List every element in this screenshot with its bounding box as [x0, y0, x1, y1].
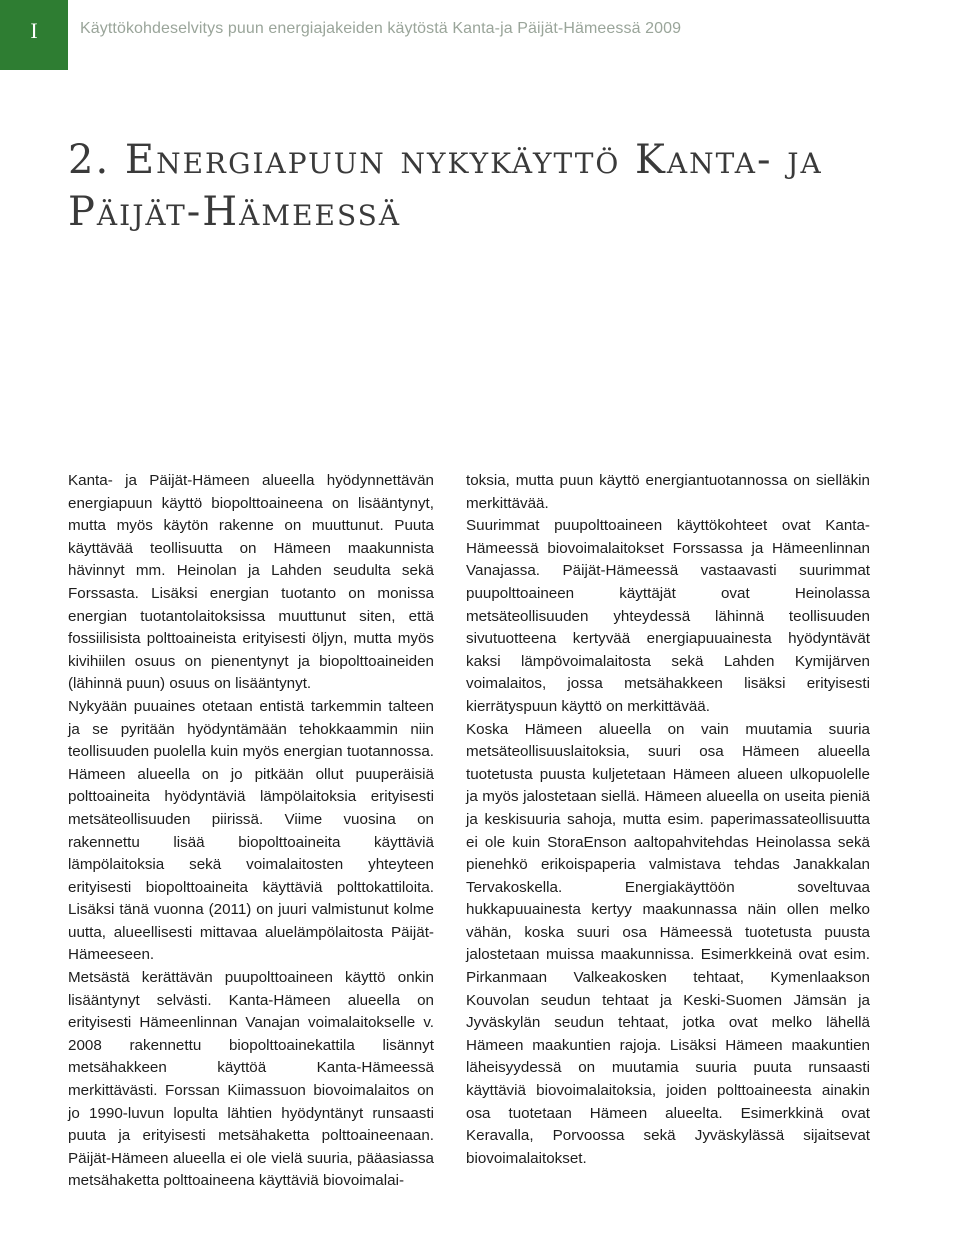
paragraph: Suurimmat puupolttoaineen käyttökohteet ovat Kanta-Hämeessä biovoimalaitokset Forssassa ja Hämeenlinnan Vanajassa. Päijät-Hämeessä vastaavasti suurimmat puupolttoaineen käyttäjät ovat Heinolassa metsäteollisuuden yhteydessä lähinnä teollisuuden sivutuotteena kertyvää energiapuuainesta hyödyntävät kaksi lämpövoimalaitosta sekä Lahden Kymijärven voimalaitos, jossa metsähakkeen lisäksi erityisesti kierrätyspuun käyttö on merkittävää. — [466, 517, 870, 715]
left-text-column — [68, 470, 434, 1193]
chapter-title: 2. Energiapuun nykykäyttö Kanta- ja Päijät-Hämeessä — [68, 137, 823, 235]
page-number: I — [30, 18, 38, 43]
paragraph: toksia, mutta puun käyttö energiantuotannossa on sielläkin merkittävää. — [466, 472, 870, 512]
running-header: Käyttökohdeselvitys puun energiajakeiden käytöstä Kanta-ja Päijät-Hämeessä 2009 — [80, 20, 682, 37]
right-text-column — [466, 470, 870, 1170]
page-number-badge — [0, 0, 68, 70]
paragraph: Metsästä kerättävän puupolttoaineen käyttö onkin lisääntynyt selvästi. Kanta-Hämeen alueella on erityisesti Hämeenlinnan Vanajan voimalaitokselle v. 2008 rakennettu biopolttoainekattila lisännyt metsähakkeen käyttöä Kanta-Hämeessä merkittävästi. Forssan Kiimassuon biovoimalaitos on jo 1990-luvun lopulta lähtien hyödyntänyt runsaasti puuta ja erityisesti metsähaketta polttoaineenaan. Päijät-Hämeen alueella ei ole vielä suuria, pääasiassa metsähaketta polttoaineena käyttäviä biovoimalai- — [68, 969, 434, 1190]
paragraph: Kanta- ja Päijät-Hämeen alueella hyödynnettävän energiapuun käyttö biopolttoaineena on lisääntynyt, mutta myös käytön rakenne on muuttunut. Puuta käyttävää teollisuutta on Hämeen maakunnista hävinnyt mm. Heinolan ja Lahden seudulta sekä Forssasta. Lisäksi energian tuotanto on monissa energian tuotantolaitoksissa muuttunut siten, että fossiilisista polttoaineista erityisesti öljyn, mutta myös kivihiilen osuus on pienentynyt ja biopolttoaineiden (lähinnä puun) osuus on lisääntynyt. — [68, 472, 434, 693]
paragraph: Koska Hämeen alueella on vain muutamia suuria metsäteollisuuslaitoksia, suuri osa Hämeen alueella tuotetusta puusta kuljetetaan Hämeen alueen ulkopuolelle ja myös jalostetaan siellä. Hämeen alueella on useita pieniä ja keskisuuria sahoja, mutta esim. paperimassateollisuutta ei ole kuin StoraEnson aaltopahvitehdas Heinolassa sekä pienehkö erikoispaperia valmistava tehdas Janakkalan Tervakoskella. Energiakäyttöön soveltuvaa hukkapuuainesta kertyy maakunnassa näin ollen melko vähän, koska suuri osa Hämeessä tuotetusta puusta jalostetaan muissa maakunnissa. Esimerkkeinä ovat esim. Pirkanmaan Valkeakosken tehtaat, Kymenlaakson Kouvolan seudun tehtaat ja Keski-Suomen Jämsän ja Jyväskylän seudun tehtaat, jotka ovat melko lähellä Hämeen maakuntien rajoja. Lisäksi Hämeen maakuntien läheisyydessä on muutamia suuria puuta runsaasti käyttäviä biovoimalaitoksia, joiden polttoaineesta ainakin osa tuotetaan Hämeen alueelta. Esimerkkinä ovat Keravalla, Porvoossa sekä Jyväskylässä sijaitsevat biovoimalaitokset. — [466, 720, 870, 1167]
paragraph: Nykyään puuaines otetaan entistä tarkemmin talteen ja se pyritään hyödyntämään tehokkaammin niin teollisuuden puolella kuin myös energian tuotannossa. Hämeen alueella on jo pitkään ollut puuperäisiä polttoaineita hyödyntäviä lämpölaitoksia erityisesti metsäteollisuuden piirissä. Viime vuosina on rakennettu lisää biopolttoaineita käyttäviä lämpölaitoksia sekä voimalaitosten yhteyteen erityisesti biopolttoaineita käyttäviä polttokattiloita. Lisäksi tänä vuonna (2011) on juuri valmistunut kolme uutta, alueellisesti mittavaa aluelämpölaitosta Päijät-Hämeeseen. — [68, 697, 434, 964]
